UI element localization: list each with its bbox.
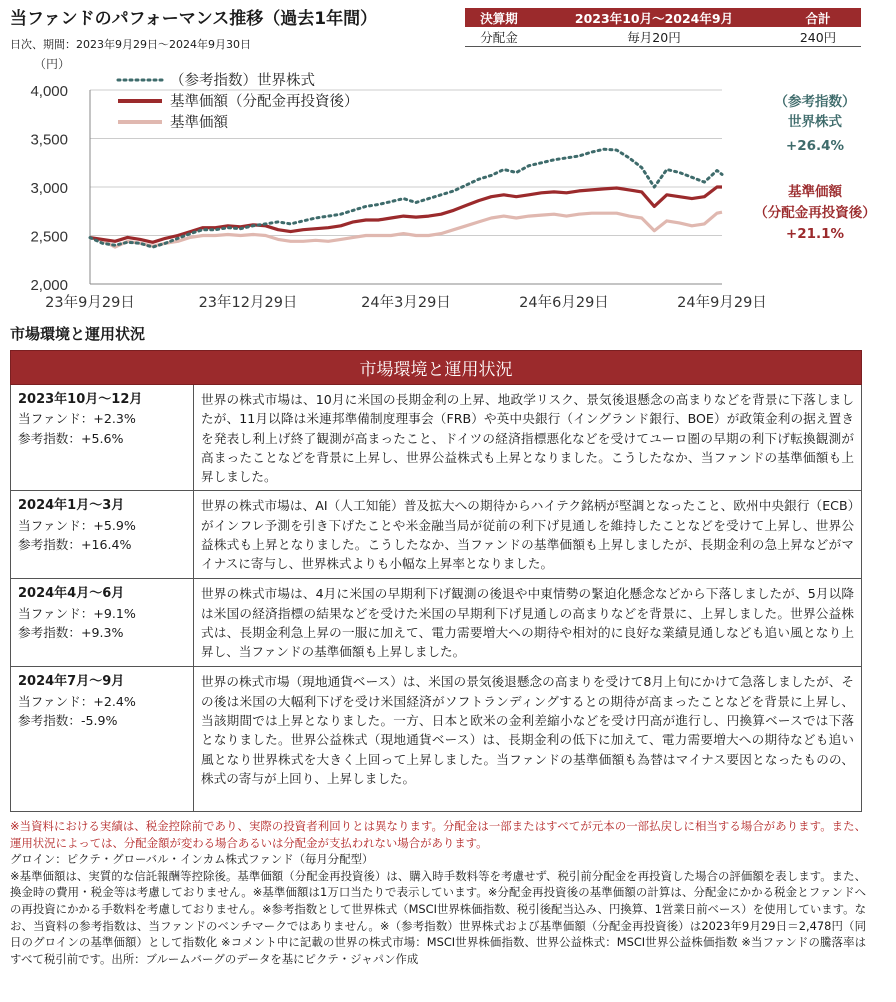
y-tick-label: 2,000 (30, 277, 68, 294)
market-table (10, 350, 862, 812)
y-tick-label: 3,500 (30, 131, 68, 149)
fund-return: 当ファンド：+2.4% (18, 693, 136, 709)
dist-label: 分配金 (465, 27, 533, 47)
period-cell (11, 385, 194, 491)
index-return: 参考指数：+9.3% (18, 625, 124, 641)
fund-return: 当ファンド：+5.9% (18, 517, 136, 533)
page-title: 当ファンドのパフォーマンス推移（過去1年間） (10, 9, 378, 29)
x-tick-label: 23年12月29日 (198, 295, 298, 311)
table-row (11, 667, 862, 812)
period-label: 2024年1月～3月 (18, 498, 125, 514)
performance-chart (0, 50, 896, 322)
period-label: 2024年7月～9月 (18, 674, 125, 690)
footnote-fund-name: グロイン：ピクテ・グローバル・インカム株式ファンド（毎月分配型） (10, 852, 374, 867)
x-tick-label: 24年3月29日 (361, 295, 451, 311)
period-cell (11, 579, 194, 667)
section-title: 市場環境と運用状況 (10, 325, 146, 343)
table-row (11, 579, 862, 667)
dist-monthly: 毎月20円 (533, 27, 775, 47)
series-annotation-change: +21.1% (785, 226, 845, 242)
x-tick-label: 23年9月29日 (45, 295, 135, 311)
x-tick-label: 24年9月29日 (677, 295, 767, 311)
commentary-text: 世界の株式市場は、10月に米国の長期金利の上昇、地政学リスク、景気後退懸念の高まりなどを背景に下落しましたが、11月以降は米連邦準備制度理事会（FRB）や英中央銀行（イングランド銀行、BOE）が政策金利の据え置きを発表し利上げ終了観測が高まったこと、ドイツの経済指標悪化などを受けてユーロ圏の早期の利下げ転換観測が高まったことなどを背景に上昇し、世界公益株式も上昇となりました。こうしたなか、当ファンドの基準価額も上昇しました。 (194, 385, 862, 491)
dist-header-total: 合計 (775, 8, 861, 27)
footnote-warning: ※当資料における実績は、税金控除前であり、実際の投資者利回りとは異なります。分配金は一部またはすべてが元本の一部払戻しに相当する場合があります。また、運用状況によっては、分配金額が変わる場合あるいは分配金が支払われない場合があります。 (10, 819, 866, 850)
series-annotation-label: 基準価額 (788, 184, 842, 200)
period-label: 2024年4月～6月 (18, 586, 125, 602)
table-row (11, 385, 862, 491)
y-tick-label: 3,000 (30, 180, 68, 197)
x-tick-label: 24年6月29日 (519, 295, 609, 311)
period-cell (11, 491, 194, 579)
period-subtitle: 日次、期間：2023年9月29日～2024年9月30日 (10, 38, 251, 51)
period-cell (11, 667, 194, 812)
series-annotation-change: +26.4% (785, 138, 845, 154)
period-label: 2023年10月～12月 (18, 392, 143, 407)
dist-header-range: 2023年10月～2024年9月 (533, 8, 775, 27)
market-table-header: 市場環境と運用状況 (11, 351, 862, 385)
table-row (11, 491, 862, 579)
series-annotation-label: 世界株式 (788, 114, 842, 130)
y-axis-unit: （円） (34, 57, 71, 71)
series-annotation-label: （分配金再投資後） (754, 205, 876, 221)
commentary-text: 世界の株式市場は、4月に米国の早期利下げ観測の後退や中東情勢の緊迫化懸念などから下落しましたが、5月以降は米国の経済指標の結果などを受けた米国の早期利下げ見通しの高まりなどを背景に、上昇しました。世界公益株式は、長期金利急上昇の一服に加えて、電力需要増大への期待や相対的に良好な業績見通しなども追い風となり上昇し、当ファンドの基準価額も上昇しました。 (194, 579, 862, 667)
y-tick-label: 4,000 (30, 83, 68, 100)
index-return: 参考指数：-5.9% (18, 713, 118, 729)
legend-label: 基準価額（分配金再投資後） (170, 94, 359, 110)
legend-label: （参考指数）世界株式 (170, 73, 315, 89)
commentary-text: 世界の株式市場（現地通貨ベース）は、米国の景気後退懸念の高まりを受けて8月上旬にかけて急落しましたが、その後は米国の大幅利下げを受け米国経済がソフトランディングするとの期待が高まったことなどを背景に上昇し、当該期間では上昇となりました。一方、日本と欧米の金利差縮小などを受け円高が進行し、円換算ベースでは下落となりました。世界公益株式（現地通貨ベース）は、長期金利の低下に加えて、電力需要増大への期待なども追い風となり世界株式を大きく上回って上昇しました。当ファンドの基準価額も為替はマイナス要因となったものの、株式の寄与が上回り、上昇しました。 (194, 667, 862, 812)
commentary-text: 世界の株式市場は、AI（人工知能）普及拡大への期待からハイテク銘柄が堅調となったこと、欧州中央銀行（ECB）がインフレ予測を引き下げたことや米金融当局が従前の利下げ見通しを維持したことなどを受けて上昇し、世界公益株式も上昇となりました。こうしたなか、当ファンドの基準価額も上昇しましたが、長期金利の急上昇などがマイナスに寄与し、世界株式よりも小幅な上昇率となりました。 (194, 491, 862, 579)
index-return: 参考指数：+16.4% (18, 537, 132, 553)
index-return: 参考指数：+5.6% (18, 430, 124, 446)
series-annotation-label: （参考指数） (774, 94, 856, 110)
footnotes (10, 818, 866, 967)
y-tick-label: 2,500 (30, 228, 68, 246)
dist-total: 240円 (775, 27, 861, 47)
footnote-details: ※基準価額は、実質的な信託報酬等控除後。基準価額（分配金再投資後）は、購入時手数料等を考慮せず、税引前分配金を再投資した場合の評価額を表します。また、換金時の費用・税金等は考慮しておりません。※基準価額は1万口当たりで表示しています。※分配金再投資後の基準価額の計算は、分配金にかかる税金とファンドへの再投資にかかる手数料を考慮しておりません。※参考指数として世界株式（MSCI世界株価指数、税引後配当込み、円換算、1営業日前ベース）を使用しています。なお、当資料の参考指数は、当ファンドのベンチマークではありません。※（参考指数）世界株式および基準価額（分配金再投資後）は2023年9月29日＝2,478円（同日のグロインの基準価額）として指数化 ※コメント中に記載の世界の株式市場：MSCI世界株価指数、世界公益株式：MSCI世界公益株価指数 ※当ファンドの騰落率はすべて税引前です。出所：ブルームバーグのデータを基にピクテ・ジャパン作成 (10, 868, 866, 966)
fund-return: 当ファンド：+9.1% (18, 605, 136, 621)
fund-return: 当ファンド：+2.3% (18, 411, 136, 427)
dist-header-period: 決算期 (465, 8, 533, 27)
legend-label: 基準価額 (170, 115, 228, 131)
distribution-table (465, 8, 861, 47)
